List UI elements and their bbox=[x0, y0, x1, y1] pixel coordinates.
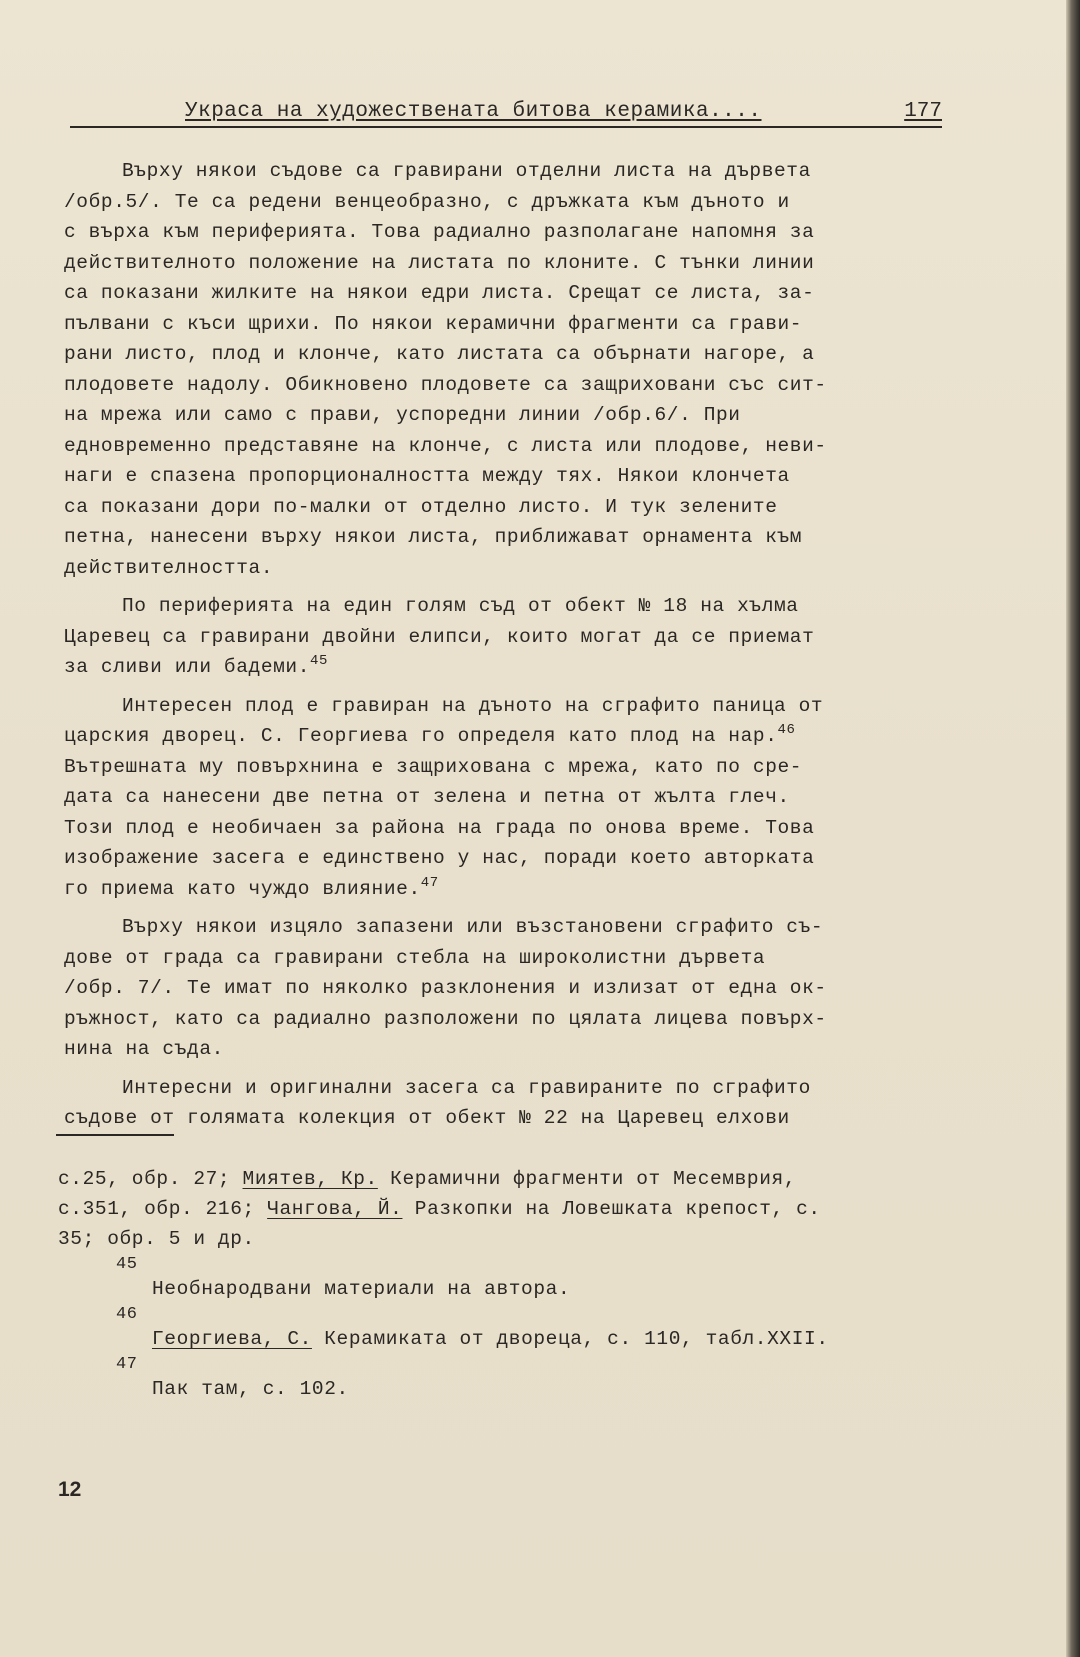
text-line: дата са нанесени две петна от зелена и петна от жълта глеч. bbox=[64, 786, 790, 808]
text-segment: Разкопки на Ловешката крепост, с. bbox=[402, 1198, 821, 1220]
text-segment: Керамични фрагменти от Месемврия, bbox=[377, 1168, 797, 1190]
footnote-continuation-line: 35; обр. 5 и др. bbox=[58, 1228, 255, 1250]
text-line: плодовете надолу. Обикновено плодовете са защриховани със сит- bbox=[64, 373, 827, 396]
text-line: на мрежа или само с прави, успоредни линии /обр.6/. При bbox=[64, 404, 741, 426]
text-line: нина на съда. bbox=[64, 1038, 224, 1060]
cited-author: Георгиева, С. bbox=[152, 1328, 312, 1350]
footnote-continuation-line bbox=[58, 1194, 958, 1224]
page-number: 12 bbox=[58, 1478, 82, 1501]
paragraph-4 bbox=[64, 912, 944, 1065]
footnote-ref: 45 bbox=[310, 653, 329, 669]
footnote-number: 46 bbox=[116, 1305, 138, 1324]
paragraph-5 bbox=[64, 1073, 944, 1134]
text-line: /обр. 7/. Те имат по няколко разклонения и излизат от една ок- bbox=[64, 977, 827, 999]
header-page-number: 177 bbox=[904, 100, 942, 123]
text-line: Интересен плод е гравиран на дъното на сграфито паница от bbox=[122, 694, 824, 717]
footnote-rule bbox=[56, 1134, 174, 1136]
text-segment: за сливи или бадеми. bbox=[64, 656, 311, 678]
footnote-ref: 46 bbox=[777, 722, 796, 738]
text-segment: с.25, обр. 27; bbox=[58, 1168, 243, 1190]
text-segment: го приема като чуждо влияние. bbox=[64, 877, 421, 900]
text-line: петна, нанесени върху някои листа, приближават орнамента към bbox=[64, 526, 803, 548]
text-segment: с.351, обр. 216; bbox=[58, 1198, 268, 1220]
footnote-text bbox=[58, 1324, 958, 1354]
footnote-text: Необнародвани материали на автора. bbox=[152, 1278, 571, 1300]
text-line: Върху някои изцяло запазени или възстановени сграфито съ- bbox=[122, 916, 824, 938]
footnote-text: Пак там, с. 102. bbox=[152, 1378, 349, 1400]
text-line: ръжност, като са радиално разположени по цялата лицева повърх- bbox=[64, 1007, 827, 1030]
text-line: изображение засега е единствено у нас, поради което авторката bbox=[64, 847, 815, 869]
body-text bbox=[64, 156, 944, 1142]
footnote-number: 45 bbox=[116, 1255, 138, 1274]
text-segment: царския дворец. С. Георгиева го определя като плод на нар. bbox=[64, 725, 778, 747]
text-line: /обр.5/. Те са редени венцеобразно, с дръжката към дъното и bbox=[64, 190, 790, 213]
text-line: едновременно представяне на клонче, с листа или плодове, неви- bbox=[64, 434, 827, 457]
text-line bbox=[64, 652, 944, 683]
text-line: По периферията на един голям съд от обект № 18 на хълма bbox=[122, 595, 799, 617]
paragraph-2 bbox=[64, 591, 944, 683]
page-edge-shadow bbox=[1066, 0, 1080, 1657]
paragraph-3 bbox=[64, 691, 944, 905]
running-header bbox=[70, 100, 942, 132]
text-line: Върху някои съдове са гравирани отделни листа на дървета bbox=[122, 160, 811, 182]
text-segment: Керамиката от двореца, с. 110, табл.XXII. bbox=[311, 1328, 829, 1350]
paragraph-1 bbox=[64, 156, 944, 583]
text-line: рани листо, плод и клонче, като листата са обърнати нагоре, а bbox=[64, 343, 815, 365]
text-line: наги е спазена пропорционалността между тях. Някои клончета bbox=[64, 465, 790, 487]
text-line: са показани жилките на някои едри листа. Срещат се листа, за- bbox=[64, 282, 815, 304]
text-line: с върха към периферията. Това радиално разполагане напомня за bbox=[64, 221, 815, 243]
footnotes bbox=[58, 1164, 958, 1404]
text-line: дове от града са гравирани стебла на широколистни дървета bbox=[64, 946, 766, 969]
footnote-continuation-line bbox=[58, 1164, 958, 1194]
header-title: Украса на художествената битова керамика.... bbox=[185, 100, 762, 123]
text-line: съдове от голямата колекция от обект № 22 на Царевец елхови bbox=[64, 1107, 790, 1129]
text-line: Интересни и оригинални засега са гравираните по сграфито bbox=[122, 1076, 811, 1099]
text-line: Вътрешната му повърхнина е защрихована с мрежа, като по сре- bbox=[64, 755, 803, 778]
text-line: действителното положение на листата по клоните. С тънки линии bbox=[64, 251, 815, 274]
text-line bbox=[64, 874, 944, 905]
cited-author: Миятев, Кр. bbox=[242, 1168, 378, 1190]
header-rule bbox=[70, 126, 942, 128]
footnote-ref: 47 bbox=[420, 874, 439, 891]
text-line bbox=[64, 721, 944, 752]
cited-author: Чангова, Й. bbox=[267, 1198, 403, 1220]
text-line: Царевец са гравирани двойни елипси, които могат да се приемат bbox=[64, 625, 815, 648]
text-line: са показани дори по-малки от отделно листо. И тук зелените bbox=[64, 495, 778, 518]
footnote-number: 47 bbox=[116, 1355, 138, 1374]
text-line: Този плод е необичаен за района на града по онова време. Това bbox=[64, 816, 815, 839]
text-line: действителността. bbox=[64, 556, 274, 579]
text-line: пълвани с къси щрихи. По някои керамични фрагменти са грави- bbox=[64, 312, 803, 335]
